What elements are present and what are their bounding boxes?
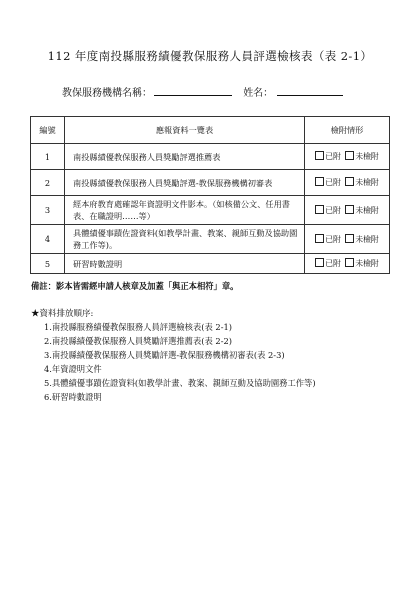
attached-label: 已附 [325, 205, 341, 215]
list-item: 2.南投縣績優教保服務人員獎勵評選推薦表(表 2-2) [44, 335, 233, 346]
not-attached-checkbox[interactable] [345, 259, 378, 268]
attached-checkbox[interactable] [315, 178, 341, 187]
checklist-table [30, 116, 390, 274]
row-item: 經本府教育處確認年資證明文件影本。（如核備公文、任用書表、在職證明……等） [65, 196, 305, 225]
row-item: 研習時數證明 [65, 254, 305, 274]
attached-label: 已附 [325, 259, 341, 268]
checkbox-icon [345, 151, 354, 160]
not-attached-checkbox[interactable] [345, 235, 378, 244]
attached-label: 已附 [325, 234, 341, 244]
not-attached-label: 未檢附 [355, 178, 379, 187]
header-status: 檢附情形 [305, 117, 390, 144]
row-item: 具體績優事蹟佐證資料(如教學計畫、教案、親師互動及協助園務工作等)。 [65, 225, 305, 254]
checkbox-icon [345, 258, 354, 267]
row-number: 5 [31, 254, 65, 274]
row-item: 南投縣績優教保服務人員獎勵評選-教保服務機構初審表 [65, 170, 305, 196]
applicant-info-row [62, 84, 343, 99]
table-row [31, 254, 390, 274]
list-item: 1.南投縣服務績優教保服務人員評選檢核表(表 2-1) [44, 322, 233, 332]
not-attached-label: 未檢附 [355, 152, 379, 161]
header-number: 編號 [31, 117, 65, 144]
row-options [305, 196, 390, 225]
attached-checkbox[interactable] [315, 235, 341, 244]
checkbox-icon [345, 234, 354, 243]
checkbox-icon [345, 177, 354, 186]
checkbox-icon [315, 177, 324, 186]
list-item: 5.具體績優事蹟佐證資料(如教學計畫、教案、親師互動及協助園務工作等) [44, 377, 316, 388]
row-options [305, 225, 390, 254]
attached-checkbox[interactable] [315, 152, 341, 161]
attached-label: 已附 [325, 152, 341, 161]
row-item: 南投縣績優教保服務人員獎勵評選推薦表 [65, 144, 305, 170]
not-attached-checkbox[interactable] [345, 178, 378, 187]
table-row [31, 196, 390, 225]
row-options [305, 144, 390, 170]
table-header-row [31, 117, 390, 144]
list-item: 4.年資證明文件 [44, 363, 102, 374]
not-attached-checkbox[interactable] [345, 152, 378, 161]
attached-checkbox[interactable] [315, 206, 341, 215]
person-name-label: 姓名： [243, 88, 274, 99]
not-attached-checkbox[interactable] [345, 206, 378, 215]
attached-label: 已附 [325, 178, 341, 187]
row-number: 4 [31, 225, 65, 254]
not-attached-label: 未檢附 [355, 205, 379, 215]
not-attached-label: 未檢附 [355, 259, 379, 268]
checkbox-icon [345, 205, 354, 214]
order-list [44, 321, 316, 404]
checkbox-icon [315, 258, 324, 267]
header-items: 應報資料一覽表 [65, 117, 305, 144]
row-options [305, 254, 390, 274]
list-item: 3.南投縣績優教保服務人員獎勵評選-教保服務機構初審表(表 2-3) [44, 349, 285, 360]
checkbox-icon [315, 151, 324, 160]
row-number: 3 [31, 196, 65, 225]
checkbox-icon [315, 205, 324, 214]
not-attached-label: 未檢附 [355, 234, 379, 244]
list-item: 6.研習時數證明 [44, 391, 102, 402]
attached-checkbox[interactable] [315, 259, 341, 268]
remark-note: 備註：影本皆需經申請人核章及加蓋「與正本相符」章。 [31, 281, 239, 291]
row-number: 1 [31, 144, 65, 170]
checkbox-icon [315, 234, 324, 243]
table-row [31, 170, 390, 196]
org-name-field[interactable] [154, 85, 232, 96]
table-row [31, 144, 390, 170]
person-name-field[interactable] [277, 85, 343, 96]
table-row [31, 225, 390, 254]
row-options [305, 170, 390, 196]
row-number: 2 [31, 170, 65, 196]
order-title: ★資料排放順序: [31, 309, 94, 319]
org-name-label: 教保服務機構名稱： [62, 88, 152, 99]
page-title: 112 年度南投縣服務績優教保服務人員評選檢核表（表 2-1） [47, 49, 373, 63]
